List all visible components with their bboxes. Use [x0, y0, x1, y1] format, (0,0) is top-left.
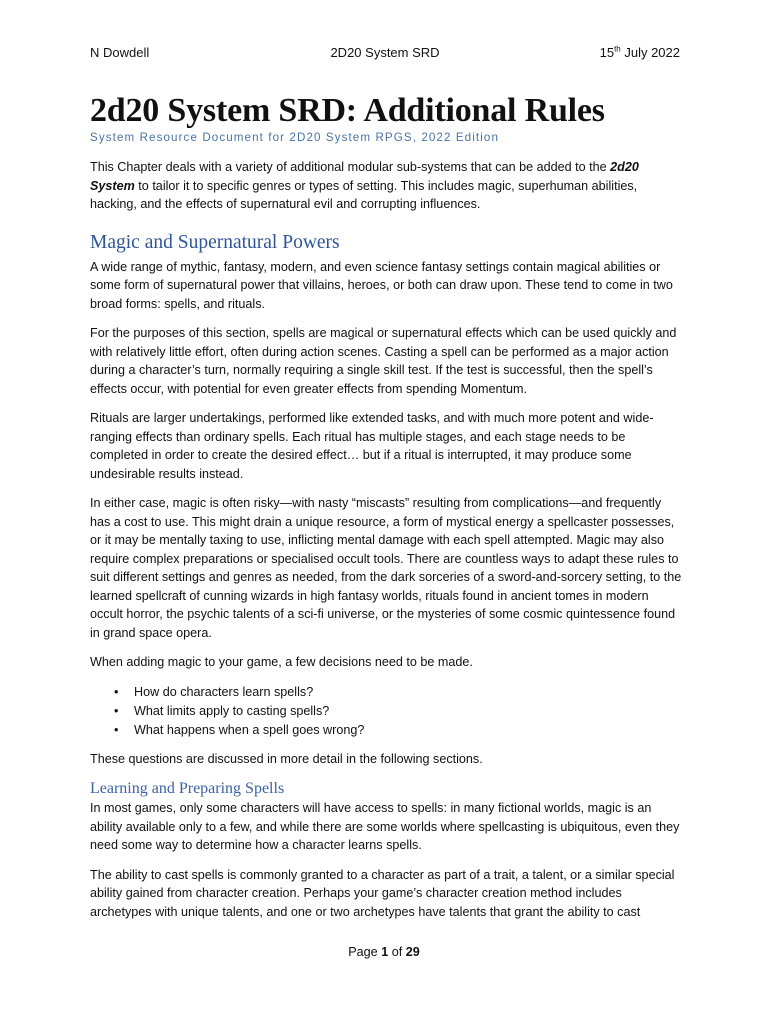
system-name-emphasis: 2d20 System	[90, 160, 639, 193]
document-title: 2d20 System SRD: Additional Rules	[90, 92, 605, 129]
header-doc-title: 2D20 System SRD	[330, 45, 440, 60]
paragraph: For the purposes of this section, spells are magical or supernatural effects which can be used quickly and with relatively little effort, often during action scenes. Casting a spell can be performed as a major action during a character’s turn, normally requiring a single skill test. If the test is successful, then the spell’s effects occur, with potential for even greater effects from spending Momentum.	[90, 326, 677, 396]
list-item: • How do characters learn spells?	[90, 683, 682, 702]
section-heading-magic: Magic and Supernatural Powers	[90, 231, 340, 253]
document-subtitle: System Resource Document for 2D20 System RPGS, 2022 Edition	[90, 131, 499, 144]
list-item: • What limits apply to casting spells?	[90, 702, 682, 721]
paragraph: These questions are discussed in more detail in the following sections.	[90, 751, 483, 766]
paragraph: In most games, only some characters will have access to spells: in many fictional worlds, magic is an ability available only to a few, and while there are some worlds where spellcasting is ubiquitous, even they need some way to determine how a character learns spells.	[90, 801, 680, 852]
bullet-list	[90, 683, 682, 740]
page-current: 1	[381, 945, 389, 959]
paragraph: In either case, magic is often risky—with nasty “miscasts” resulting from complications—and frequently has a cost to use. This might drain a unique resource, a form of mystical energy a spellcaster possesses, or it may be mentally taxing to use, inflicting mental damage with each spell attempted. Magic may also require complex preparations or specialised occult tools. There are countless ways to adapt these rules to suit different settings and genres as needed, from the dark sorceries of a sword-and-sorcery setting, to the learned spellcraft of cunning wizards in high fantasy worlds, rituals found in ancient tomes in modern occult horror, the psychic talents of a sci-fi universe, or the mysteries of some cosmic quintessence found in grand space opera.	[90, 496, 682, 640]
bullet-icon: •	[114, 703, 119, 718]
page-footer: Page 1 of 29	[348, 945, 420, 959]
paragraph: The ability to cast spells is commonly granted to a character as part of a trait, a talent, or a similar special ability gained from character creation. Perhaps your game’s character creation method includes archetypes with unique talents, and one or two archetypes have talents that grant the ability to cast	[90, 867, 675, 919]
paragraph: When adding magic to your game, a few decisions need to be made.	[90, 655, 473, 669]
page-total: 29	[405, 945, 420, 959]
header-date: 15th July 2022	[599, 44, 680, 60]
list-item: • What happens when a spell goes wrong?	[90, 721, 682, 740]
paragraph: A wide range of mythic, fantasy, modern, and even science fantasy settings contain magical abilities or some form of supernatural power that villains, heroes, or both can draw upon. These tend to come in two broad forms: spells, and rituals.	[90, 259, 673, 311]
header-author: N Dowdell	[90, 45, 150, 60]
intro-paragraph: This Chapter deals with a variety of additional modular sub-systems that can be added to the 2d20 System to tailor it to specific genres or types of setting. This includes magic, superhuman abilities, hacking, and the effects of supernatural evil and corrupting influences.	[90, 160, 639, 211]
page-content	[90, 92, 682, 932]
bullet-icon: •	[114, 722, 119, 737]
subsection-heading-learning-spells: Learning and Preparing Spells	[90, 780, 285, 797]
page-label: Page	[348, 945, 382, 959]
page-header	[90, 45, 680, 65]
bullet-icon: •	[114, 684, 119, 699]
paragraph: Rituals are larger undertakings, performed like extended tasks, and with much more potent and wide-ranging effects than ordinary spells. Each ritual has multiple stages, and each stage needs to be completed in order to create the desired effect… but if a ritual is interrupted, it may produce some undesirable results instead.	[90, 411, 654, 481]
